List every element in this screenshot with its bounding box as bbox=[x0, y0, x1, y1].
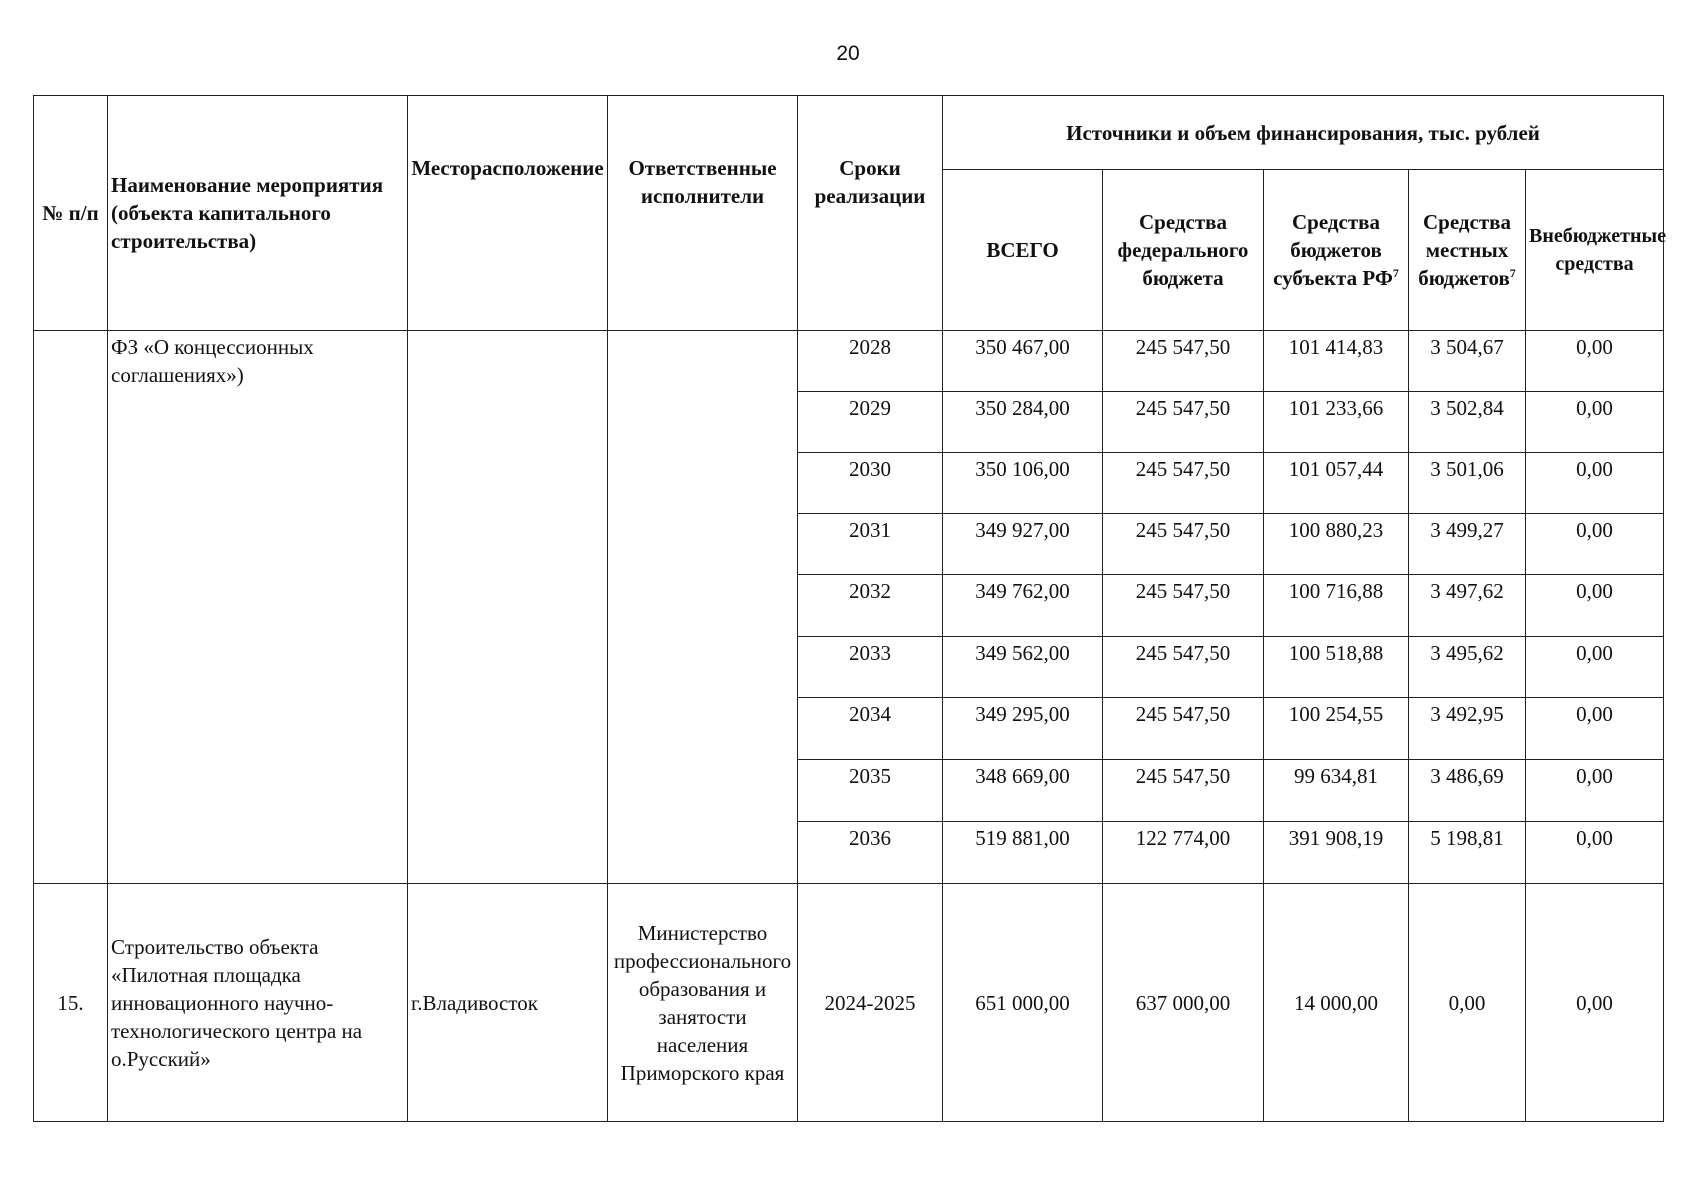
cell-year: 2028 bbox=[798, 330, 943, 391]
header-name: Наименование мероприятия (объекта капитального строительства) bbox=[108, 96, 408, 331]
cell-total: 349 562,00 bbox=[943, 636, 1103, 697]
cell-subject: 100 254,55 bbox=[1264, 697, 1409, 759]
header-local bbox=[1409, 170, 1526, 330]
cell-local: 0,00 bbox=[1409, 884, 1526, 1122]
cell-extra: 0,00 bbox=[1526, 575, 1664, 636]
cell-federal: 245 547,50 bbox=[1103, 759, 1264, 821]
header-sources: Источники и объем финансирования, тыс. рублей bbox=[943, 96, 1664, 170]
cell-total: 348 669,00 bbox=[943, 759, 1103, 821]
cell-federal: 245 547,50 bbox=[1103, 514, 1264, 575]
cell-federal: 245 547,50 bbox=[1103, 453, 1264, 514]
cell-federal: 245 547,50 bbox=[1103, 636, 1264, 697]
cell-federal: 245 547,50 bbox=[1103, 391, 1264, 452]
cell-subject: 101 233,66 bbox=[1264, 391, 1409, 452]
cell-year: 2024-2025 bbox=[798, 884, 943, 1122]
cell-total: 350 467,00 bbox=[943, 330, 1103, 391]
cell-year: 2030 bbox=[798, 453, 943, 514]
header-terms: Сроки реализации bbox=[798, 96, 943, 331]
cell-total: 349 927,00 bbox=[943, 514, 1103, 575]
cell-subject: 99 634,81 bbox=[1264, 759, 1409, 821]
footnote-mark: 7 bbox=[1392, 265, 1399, 280]
cell-name: ФЗ «О концессионных соглашениях») bbox=[108, 330, 408, 884]
cell-year: 2033 bbox=[798, 636, 943, 697]
cell-extra: 0,00 bbox=[1526, 759, 1664, 821]
cell-subject: 100 716,88 bbox=[1264, 575, 1409, 636]
header-num: № п/п bbox=[34, 96, 108, 331]
cell-local: 3 501,06 bbox=[1409, 453, 1526, 514]
cell-extra: 0,00 bbox=[1526, 636, 1664, 697]
cell-year: 2036 bbox=[798, 822, 943, 884]
cell-federal: 637 000,00 bbox=[1103, 884, 1264, 1122]
cell-subject: 101 414,83 bbox=[1264, 330, 1409, 391]
cell-total: 350 106,00 bbox=[943, 453, 1103, 514]
cell-total: 519 881,00 bbox=[943, 822, 1103, 884]
header-federal: Средства федерального бюджета bbox=[1103, 170, 1264, 330]
cell-local: 3 486,69 bbox=[1409, 759, 1526, 821]
header-subject bbox=[1264, 170, 1409, 330]
page-number: 20 bbox=[836, 42, 860, 65]
footnote-mark: 7 bbox=[1509, 265, 1516, 280]
cell-total: 651 000,00 bbox=[943, 884, 1103, 1122]
cell-extra: 0,00 bbox=[1526, 391, 1664, 452]
cell-location bbox=[408, 330, 608, 884]
cell-responsible bbox=[608, 330, 798, 884]
cell-responsible: Министерство профессионального образования и занятости населения Приморского края bbox=[608, 884, 798, 1122]
financing-table bbox=[33, 95, 1664, 1122]
cell-total: 349 295,00 bbox=[943, 697, 1103, 759]
table-row-item-15 bbox=[34, 884, 1664, 1122]
cell-subject: 100 880,23 bbox=[1264, 514, 1409, 575]
cell-total: 349 762,00 bbox=[943, 575, 1103, 636]
cell-year: 2031 bbox=[798, 514, 943, 575]
cell-local: 3 499,27 bbox=[1409, 514, 1526, 575]
table-row bbox=[34, 330, 1664, 391]
cell-local: 3 504,67 bbox=[1409, 330, 1526, 391]
cell-local: 3 495,62 bbox=[1409, 636, 1526, 697]
header-local-label: Средства местных бюджетов bbox=[1418, 209, 1511, 290]
cell-extra: 0,00 bbox=[1526, 453, 1664, 514]
cell-year: 2034 bbox=[798, 697, 943, 759]
cell-local: 5 198,81 bbox=[1409, 822, 1526, 884]
cell-subject: 100 518,88 bbox=[1264, 636, 1409, 697]
cell-total: 350 284,00 bbox=[943, 391, 1103, 452]
cell-year: 2029 bbox=[798, 391, 943, 452]
cell-name: Строительство объекта «Пилотная площадка инновационного научно-технологического центра на о.Русский» bbox=[108, 884, 408, 1122]
cell-num bbox=[34, 330, 108, 884]
cell-year: 2032 bbox=[798, 575, 943, 636]
header-extra: Внебюджетные средства bbox=[1526, 170, 1664, 330]
cell-federal: 245 547,50 bbox=[1103, 697, 1264, 759]
cell-subject: 391 908,19 bbox=[1264, 822, 1409, 884]
cell-subject: 14 000,00 bbox=[1264, 884, 1409, 1122]
cell-extra: 0,00 bbox=[1526, 514, 1664, 575]
cell-federal: 245 547,50 bbox=[1103, 575, 1264, 636]
cell-extra: 0,00 bbox=[1526, 884, 1664, 1122]
cell-subject: 101 057,44 bbox=[1264, 453, 1409, 514]
cell-location: г.Владивосток bbox=[408, 884, 608, 1122]
header-responsible: Ответственные исполнители bbox=[608, 96, 798, 331]
header-location: Месторасположение bbox=[408, 96, 608, 331]
header-row-1 bbox=[34, 96, 1664, 170]
cell-federal: 245 547,50 bbox=[1103, 330, 1264, 391]
header-subject-label: Средства бюджетов субъекта РФ bbox=[1273, 209, 1393, 290]
cell-num: 15. bbox=[34, 884, 108, 1122]
cell-extra: 0,00 bbox=[1526, 330, 1664, 391]
cell-local: 3 502,84 bbox=[1409, 391, 1526, 452]
cell-extra: 0,00 bbox=[1526, 822, 1664, 884]
cell-federal: 122 774,00 bbox=[1103, 822, 1264, 884]
header-total: ВСЕГО bbox=[943, 170, 1103, 330]
cell-local: 3 492,95 bbox=[1409, 697, 1526, 759]
cell-local: 3 497,62 bbox=[1409, 575, 1526, 636]
cell-year: 2035 bbox=[798, 759, 943, 821]
cell-extra: 0,00 bbox=[1526, 697, 1664, 759]
